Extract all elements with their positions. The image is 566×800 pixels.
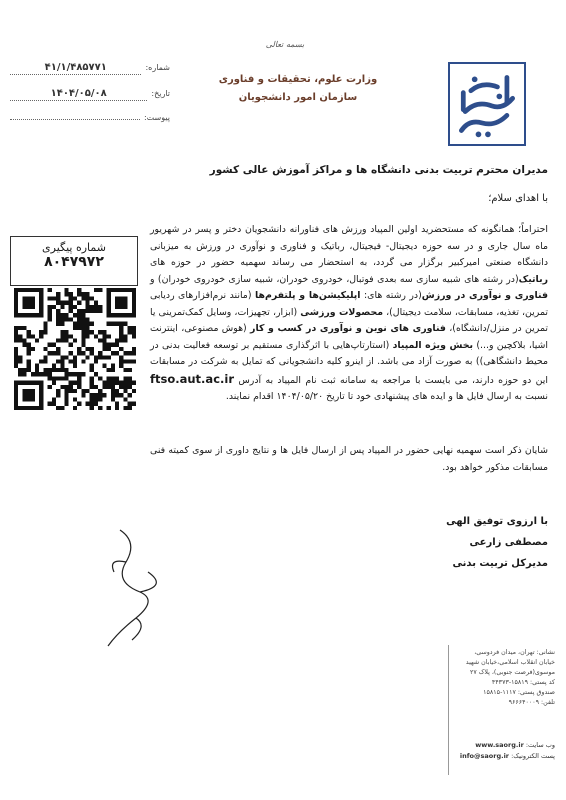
footer-contact <box>455 740 555 762</box>
closing-text: با ارزوی توفیق الهی <box>446 516 548 527</box>
website-link[interactable]: www.saorg.ir <box>475 741 524 749</box>
logo-emblem-icon <box>450 64 524 144</box>
letter-date: ۱۴۰۴/۰۵/۰۸ <box>10 88 147 101</box>
website-label: وب سایت: <box>525 741 555 749</box>
tracking-number: ۸۰۴۷۹۷۲ <box>44 254 104 270</box>
qr-code <box>14 288 136 410</box>
letter-second-paragraph: شایان ذکر است سهمیه نهایی حضور در المپیاد پس از ارسال فایل ها و نتایج داوری از سوی کمیته فنی مسابقات مذکور خواهد بود. <box>150 445 548 473</box>
footer-address: نشانی: تهران، میدان فردوسی، خیابان انقلاب اسلامی،خیابان شهید موسوی(فرصت جنوبی)، پلاک ۲۷ کد پستی: ۱۵۸۱۹-۴۴۳۷۳ صندوق پستی: ۱۱۱۷-۱۵۸۱۵ تلفن: ۹۶۶۶۴۰۰۰۹ <box>465 649 555 706</box>
footer-divider <box>448 645 449 775</box>
letter-number: ۴۱/۱/۴۸۵۷۷۱ <box>10 62 141 75</box>
registration-url-link[interactable]: ftso.aut.ac.ir <box>150 371 234 386</box>
organization-logo <box>448 62 526 146</box>
ministry-name: وزارت علوم، تحقیقات و فناوری <box>218 74 378 85</box>
signer-title: مدیرکل تربیت بدنی <box>452 558 548 569</box>
tracking-label: شماره پیگیری <box>42 241 106 254</box>
email-link[interactable]: info@saorg.ir <box>459 752 510 760</box>
tracking-number-box <box>10 236 138 286</box>
handwritten-signature <box>78 522 208 652</box>
qr-code-icon <box>14 288 136 410</box>
letter-addressee: مدیران محترم تربیت بدنی دانشگاه ها و مراکز آموزش عالی کشور <box>209 164 548 176</box>
email-label: پست الکترونیک: <box>511 752 555 760</box>
number-label: شماره: <box>145 63 170 72</box>
organization-name: سازمان امور دانشجویان <box>238 92 358 103</box>
date-label: تاریخ: <box>151 89 170 98</box>
letter-greeting: با اهدای سلام؛ <box>488 193 548 204</box>
letter-attachment <box>10 118 140 120</box>
signer-name: مصطفی زارعی <box>469 537 548 548</box>
bismillah-text: بسمه تعالی <box>265 40 305 49</box>
attachment-label: پیوست: <box>143 113 170 122</box>
letter-body-paragraph: احتراماً؛ همانگونه که مستحضرید اولین المپیاد ورزش های فناورانه دانشجویان دختر و پسر در شهریور ماه سال جاری و در سه حوزه دیجیتال- فیجیتال، رباتیک و فناوری و نوآوری در ورزش به میزبانی دانشگاه صنعتی امیرکبیر برگزار می گردد، به استحضار می رساند سهمیه حضور در حوزه های رباتیک(در رشته های شبیه سازی سه بعدی فوتبال، خودروی خودران، شبیه سازی خودروی خودران) و فناوری و نوآوری در ورزش(در رشته های: اپلیکیشن‌ها و پلتفرم‌ها (مانند نرم‌افزارهای ردیابی تمرین، تغذیه، مسابقات، سلامت دیجیتال)، محصولات ورزشی (ابزار، تجهیزات، وسایل کمک‌تمرینی یا تمرین در منزل/دانشگاه)، فناوری های نوین و نوآوری در کسب و کار (هوش مصنوعی، اینترنت اشیا، بلاکچین و...) بخش ویژه المپیاد (استارتاپ‌هایی با اثرگذاری مستقیم بر توسعه فعالیت بدنی در محیط دانشگاهی)) به صورت آزاد می باشد. از اینرو کلیه دانشجویانی که تمایل به شرکت در مسابقات این دو حوزه دارند، می بایست با مراجعه به سامانه ثبت نام المپیاد به آدرس ftso.aut.ac.ir نسبت به ارسال فایل ها و ایده های پیشنهادی خود تا تاریخ ۱۴۰۴/۰۵/۲۰ اقدام نمایند. <box>150 224 548 402</box>
